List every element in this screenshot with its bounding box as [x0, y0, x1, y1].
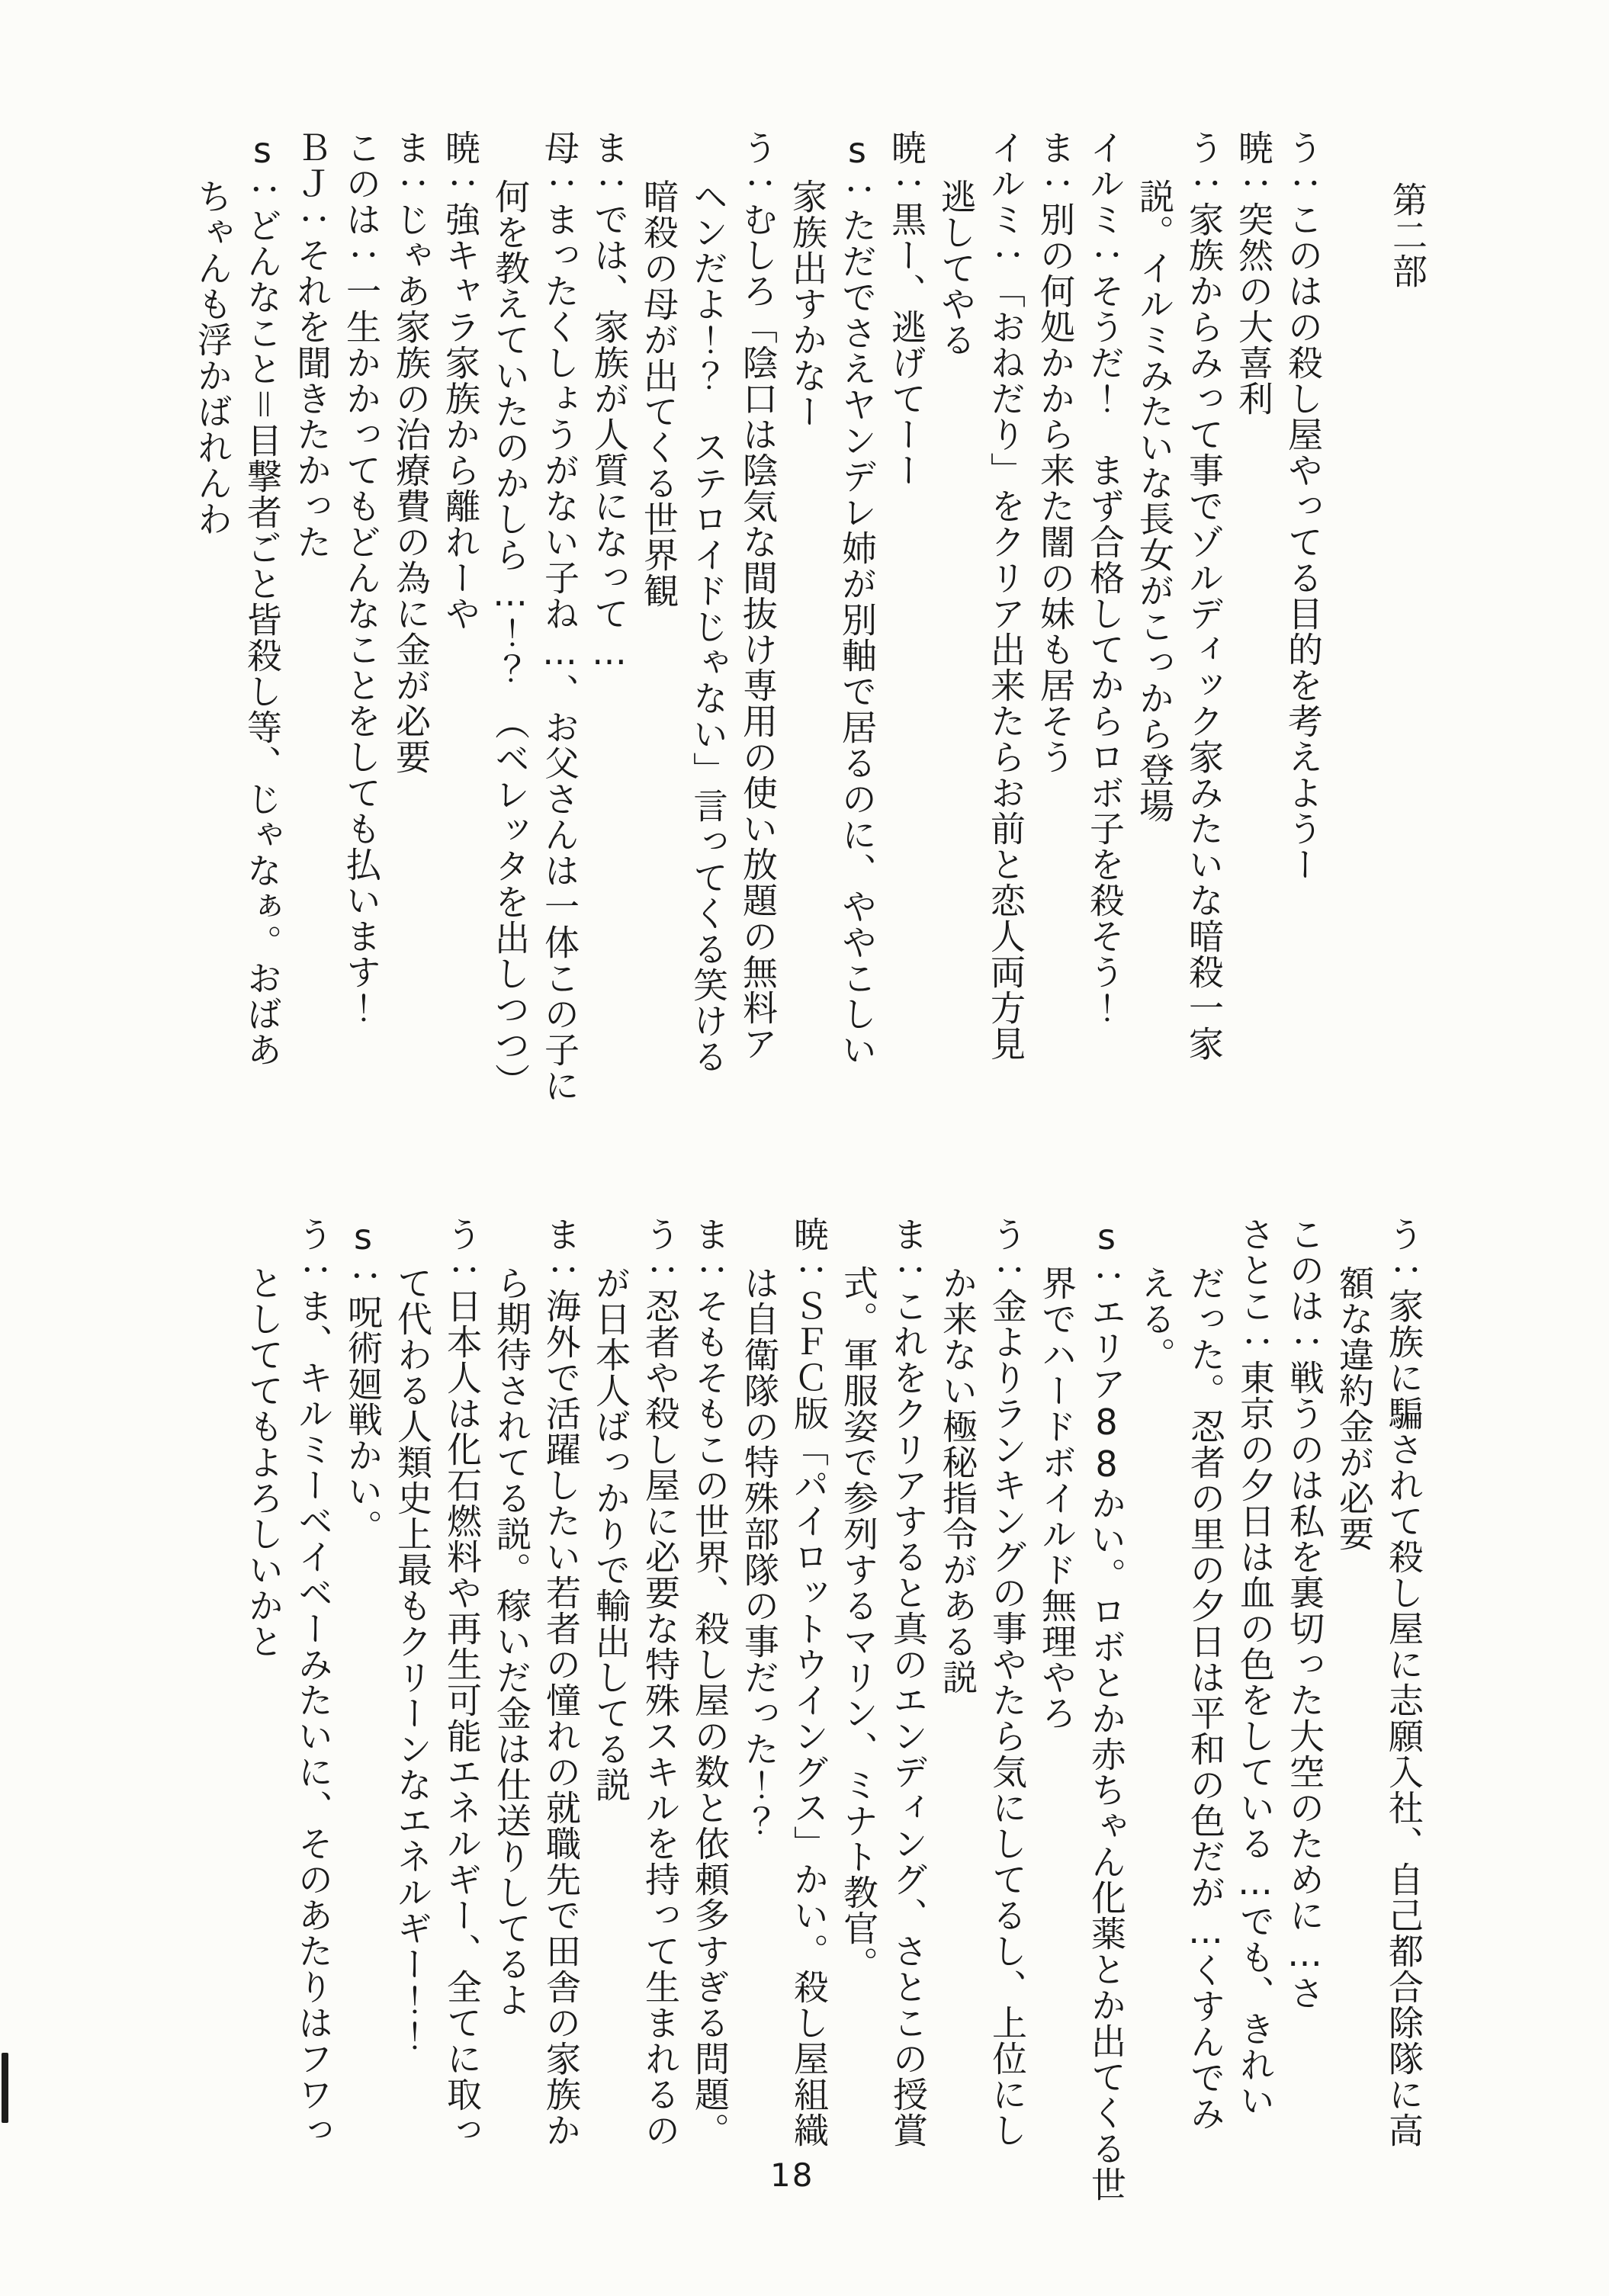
- dialogue-column: s：エリア88かい。ロボとか赤ちゃん化薬とか出てくる世: [1086, 1216, 1127, 2202]
- dialogue-block-top: [188, 130, 1432, 1103]
- dialogue-column: ま：そもそもこの世界、殺し屋の数と依頼多すぎる問題。: [689, 1216, 731, 2148]
- dialogue-column: ま：別の何処かから来た闇の妹も居そう: [1035, 130, 1076, 775]
- dialogue-column: う：家族からみって事でゾルディック家みたいな暗殺一家: [1183, 130, 1225, 1061]
- dialogue-column: ヘンだよ！？ ステロイドじゃない」言ってくる笑ける: [688, 178, 729, 1074]
- dialogue-column: う：ま、キルミーベイベーみたいに、そのあたりはフワっ: [293, 1216, 334, 2148]
- dialogue-column: s：呪術廻戦かい。: [342, 1216, 384, 1545]
- dialogue-column: は自衛隊の特殊部隊の事だった！？: [739, 1265, 780, 1838]
- dialogue-column: 何を教えていたのかしら…！？ （ベレッタを出しつつ）: [490, 178, 531, 1099]
- dialogue-column: s：ただでさえヤンデレ姉が別軸で居るのに、ややこしい: [837, 130, 878, 1068]
- dialogue-column: う：忍者や殺し屋に必要な特殊スキルを持って生まれるの: [640, 1216, 681, 2148]
- dialogue-column: 額な違約金が必要: [1334, 1265, 1375, 1552]
- dialogue-column: だった。忍者の里の夕日は平和の色だが…くすんでみ: [1185, 1265, 1226, 2131]
- section-heading: 第二部: [1387, 181, 1428, 289]
- dialogue-column: 界でハードボイルド無理やろ: [1036, 1265, 1077, 1731]
- dialogue-column: 暁：ＳＦＣ版「パイロットウイングス」かい。殺し屋組織: [788, 1216, 830, 2148]
- dialogue-column: 家族出すかなー: [787, 178, 828, 429]
- dialogue-column: 式。軍服姿で参列するマリン、ミナト教官。: [838, 1265, 879, 1982]
- dialogue-column: か来ない極秘指令がある説: [937, 1265, 978, 1695]
- dialogue-column: としててもよろしいかと: [243, 1265, 284, 1659]
- dialogue-column: ちゃんも浮かばれんわ: [192, 178, 233, 537]
- dialogue-column: ま：海外で活躍したい若者の憧れの就職先で田舎の家族か: [541, 1216, 582, 2148]
- dialogue-column: 暁：突然の大喜利: [1233, 130, 1274, 416]
- page-number: 18: [770, 2156, 814, 2194]
- dialogue-column: う：むしろ「陰口は陰気な間抜け専用の使い放題の無料ア: [737, 130, 779, 1061]
- dialogue-column: う：金よりランキングの事やたら気にしてるし、上位にし: [987, 1216, 1028, 2148]
- dialogue-column: て代わる人類史上最もクリーンなエネルギー！！: [392, 1265, 433, 2054]
- dialogue-column: 逃してやる: [936, 178, 977, 358]
- dialogue-column: 暗殺の母が出てくる世界観: [638, 178, 679, 609]
- dialogue-column: さとこ：東京の夕日は血の色をしている…でも、きれい: [1235, 1216, 1276, 2118]
- dialogue-column: ま：これをクリアすると真のエンディング、さとこの授賞: [888, 1216, 929, 2148]
- dialogue-column: 暁：黒ー、逃げてーー: [886, 130, 927, 488]
- dialogue-column: が日本人ばっかりで輸出してる説: [590, 1265, 631, 1803]
- dialogue-column: ＢＪ：それを聞きたかった: [291, 130, 332, 560]
- dialogue-column: ま：では、家族が人質になって…: [589, 130, 630, 673]
- dialogue-column: 説。イルミみたいな長女がこっから登場: [1134, 178, 1175, 824]
- dialogue-column: う：家族に騙されて殺し屋に志願入社、自己都合除隊に高: [1383, 1216, 1424, 2148]
- dialogue-column: s：どんなこと＝目撃者ごと皆殺し等、じゃなぁ。おばあ: [242, 130, 283, 1068]
- dialogue-column: イルミ：そうだ！ まず合格してからロボ子を殺そう！: [1084, 130, 1126, 1026]
- dialogue-column: う：このはの殺し屋やってる目的を考えようー: [1283, 130, 1324, 882]
- scan-edge-artifact: [2, 2053, 8, 2123]
- dialogue-column: える。: [1135, 1265, 1177, 1373]
- dialogue-block-bottom: [239, 1216, 1428, 2202]
- dialogue-column: 母：まったくしょうがない子ね…、お父さんは一体この子に: [539, 130, 580, 1103]
- dialogue-column: ま：じゃあ家族の治療費の為に金が必要: [390, 130, 432, 775]
- dialogue-column: イルミ：「おねだり」をクリア出来たらお前と恋人両方見: [985, 130, 1026, 1061]
- dialogue-column: う：日本人は化石燃料や再生可能エネルギー、全てに取っ: [442, 1216, 483, 2148]
- dialogue-column: このは：一生かかってもどんなことをしても払います！: [341, 130, 382, 1026]
- dialogue-column: 暁：強キャラ家族から離れーや: [440, 130, 481, 631]
- dialogue-column: ら期待されてる説。稼いだ金は仕送りしてるよ: [491, 1265, 532, 2018]
- dialogue-column: このは：戦うのは私を裏切った大空のために…さ: [1284, 1216, 1325, 2011]
